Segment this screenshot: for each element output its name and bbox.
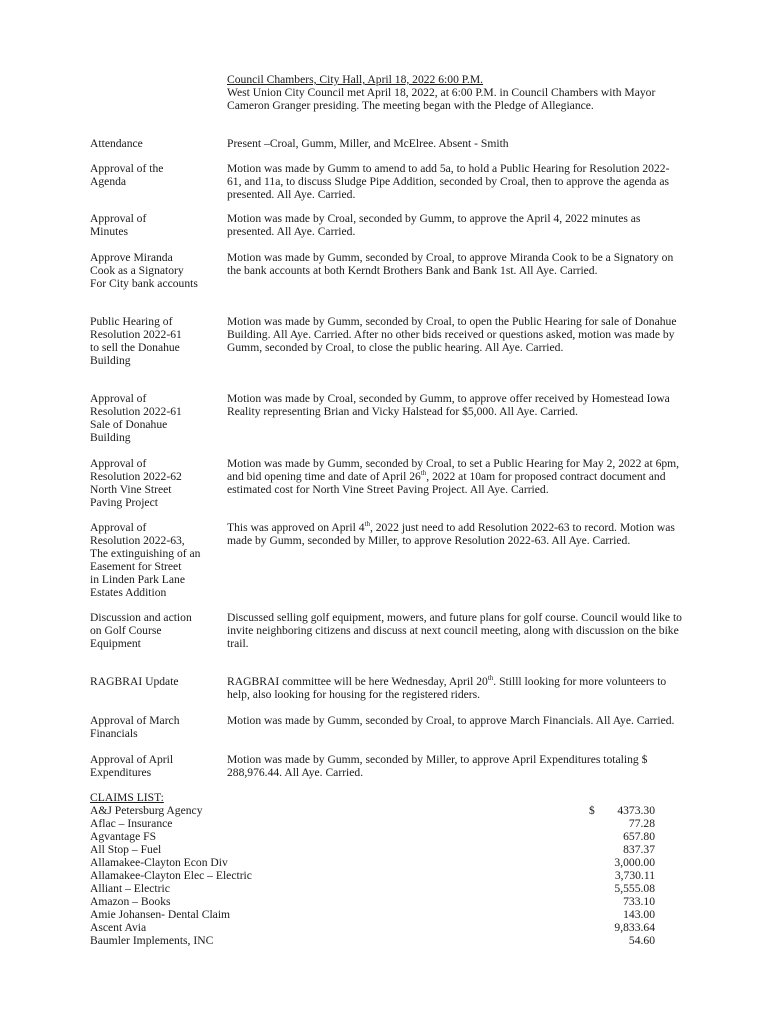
claim-payee: Allamakee-Clayton Econ Div xyxy=(90,856,228,869)
item-label: Attendance xyxy=(90,137,143,150)
item-text: Motion was made by Gumm, seconded by Croal, to approve Miranda Cook to be a Signatory on the bank accounts at both Kerndt Brothers Bank and Bank 1st. All Aye. Carried. xyxy=(227,251,674,277)
claim-row xyxy=(90,921,660,934)
claim-amount: 143.00 xyxy=(623,908,655,921)
item-text: Discussed selling golf equipment, mowers, and future plans for golf course. Council would like to invite neighboring citizens and discuss at next council meeting, along with discussion on the bike trail. xyxy=(227,611,682,650)
item-label: Discussion and action on Golf Course Equipment xyxy=(90,611,192,650)
claim-row xyxy=(90,817,660,830)
currency-symbol: $ xyxy=(589,804,595,817)
claim-row xyxy=(90,843,660,856)
item-text: RAGBRAI committee will be here Wednesday, April 20th. Stilll looking for more volunteers to help, also looking for housing for the registered riders. xyxy=(227,674,667,701)
meeting-heading: Council Chambers, City Hall, April 18, 2022 6:00 P.M. xyxy=(227,73,484,86)
claim-row xyxy=(90,830,660,843)
claim-amount: 733.10 xyxy=(623,895,655,908)
claim-payee: Amie Johansen- Dental Claim xyxy=(90,908,231,921)
claim-payee: Amazon – Books xyxy=(90,895,171,908)
claim-payee: Allamakee-Clayton Elec – Electric xyxy=(90,869,252,882)
meeting-header xyxy=(227,73,687,112)
item-label: Approval of April Expenditures xyxy=(90,753,174,779)
claims-list-title: CLAIMS LIST: xyxy=(90,791,164,804)
item-label: Approval of Resolution 2022-62 North Vine Street Paving Project xyxy=(90,457,182,509)
claim-amount: 77.28 xyxy=(628,817,655,830)
claim-payee: Alliant – Electric xyxy=(90,882,170,895)
claim-row xyxy=(90,882,660,895)
item-text: Motion was made by Gumm, seconded by Croal, to set a Public Hearing for May 2, 2022 at 6pm, and bid opening time and date of April 26th, 2022 at 10am for proposed contract document and estimated cost for North Vine Street Paving Project. All Aye. Carried. xyxy=(227,457,680,496)
item-label: Public Hearing of Resolution 2022-61 to sell the Donahue Building xyxy=(90,315,182,367)
item-text: Motion was made by Gumm, seconded by Croal, to approve March Financials. All Aye. Carried. xyxy=(227,714,675,727)
item-text: Motion was made by Gumm, seconded by Croal, to open the Public Hearing for sale of Donahue Building. All Aye. Carried. After no other bids received or questions asked, motion was made by Gumm, seconded by Croal, to close the public hearing. All Aye. Carried. xyxy=(227,315,677,354)
claim-payee: Baumler Implements, INC xyxy=(90,934,214,947)
claim-amount: 5,555.08 xyxy=(614,882,655,895)
claim-payee: Ascent Avia xyxy=(90,921,147,934)
claim-amount: 54.60 xyxy=(628,934,655,947)
claim-amount: 3,730.11 xyxy=(614,869,655,882)
claim-row xyxy=(90,895,660,908)
claim-payee: Agvantage FS xyxy=(90,830,157,843)
claim-amount: 9,833.64 xyxy=(614,921,655,934)
claim-amount: 837.37 xyxy=(623,843,655,856)
item-text: Motion was made by Gumm, seconded by Miller, to approve April Expenditures totaling $ 288,976.44. All Aye. Carried. xyxy=(227,753,648,779)
item-label: Approve Miranda Cook as a Signatory For City bank accounts xyxy=(90,251,198,290)
claim-amount: 3,000.00 xyxy=(614,856,655,869)
item-text: Motion was made by Croal, seconded by Gumm, to approve offer received by Homestead Iowa Reality representing Brian and Vicky Halstead for $5,000. All Aye. Carried. xyxy=(227,392,670,418)
claim-row xyxy=(90,869,660,882)
item-text: Present –Croal, Gumm, Miller, and McElree. Absent - Smith xyxy=(227,137,509,150)
item-label: Approval of Resolution 2022-61 Sale of Donahue Building xyxy=(90,392,182,444)
item-label: Approval of Resolution 2022-63, The extinguishing of an Easement for Street in Linden Park Lane Estates Addition xyxy=(90,521,201,599)
item-label: Approval of the Agenda xyxy=(90,162,164,188)
claims-list xyxy=(90,791,660,947)
meeting-intro: West Union City Council met April 18, 2022, at 6:00 P.M. in Council Chambers with Mayor Cameron Granger presiding. The meeting began with the Pledge of Allegiance. xyxy=(227,86,656,112)
item-text: Motion was made by Gumm to amend to add 5a, to hold a Public Hearing for Resolution 2022-61, and 11a, to discuss Sludge Pipe Addition, seconded by Croal, then to approve the agenda as presented. All Aye. Carried. xyxy=(227,162,670,201)
claim-row xyxy=(90,804,660,817)
claim-amount: 4373.30 xyxy=(617,804,655,817)
claim-payee: All Stop – Fuel xyxy=(90,843,162,856)
item-label: Approval of Minutes xyxy=(90,212,147,238)
claim-row xyxy=(90,908,660,921)
claim-row xyxy=(90,856,660,869)
item-label: RAGBRAI Update xyxy=(90,675,179,688)
claim-row xyxy=(90,934,660,947)
claim-amount: 657.80 xyxy=(623,830,655,843)
item-text: This was approved on April 4th, 2022 just need to add Resolution 2022-63 to record. Motion was made by Gumm, seconded by Miller, to approve Resolution 2022-63. All Aye. Carried. xyxy=(227,520,675,547)
item-text: Motion was made by Croal, seconded by Gumm, to approve the April 4, 2022 minutes as presented. All Aye. Carried. xyxy=(227,212,641,238)
claim-payee: A&J Petersburg Agency xyxy=(90,804,203,817)
claim-payee: Aflac – Insurance xyxy=(90,817,173,830)
item-label: Approval of March Financials xyxy=(90,714,180,740)
